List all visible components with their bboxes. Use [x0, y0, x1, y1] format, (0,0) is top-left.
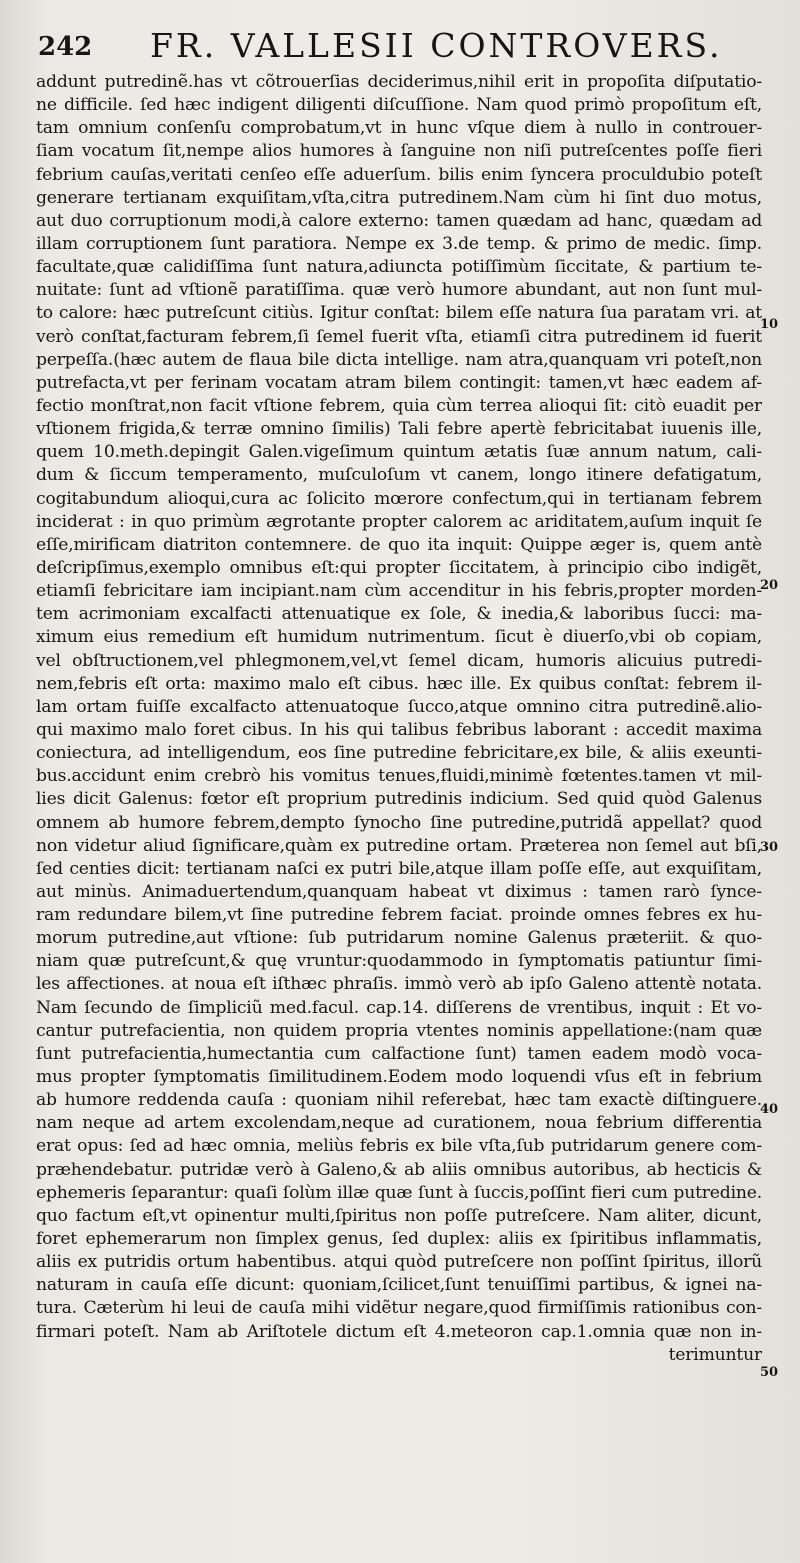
text-line: ſunt putrefacientia,humectantia cum calfactione ſunt) tamen eadem modò voca-: [36, 1043, 762, 1064]
text-line: nam neque ad artem excolendam,neque ad curationem, noua febrium differentia: [36, 1113, 762, 1134]
running-title: FR. VALLESII CONTROVERS.: [150, 26, 723, 65]
text-line: ephemeris ſeparantur: quaſi ſolùm illæ quæ ſunt à ſuccis,poſſint fieri cum putredine.: [36, 1182, 762, 1203]
text-line: ram redundare bilem,vt ſine putredine febrem faciat. proinde omnes febres ex hu-: [36, 905, 762, 926]
text-line: foret ephemerarum non ſimplex genus, ſed duplex: aliis ex ſpiritibus inflammatis,: [36, 1229, 762, 1250]
text-line: ab humore reddenda cauſa : quoniam nihil referebat, hæc tam exactè diſtinguere.: [36, 1090, 762, 1111]
line-marker: 50: [760, 1365, 779, 1380]
text-line: etiamſi febricitare iam incipiant.nam cùm accenditur in his febris,propter morden-: [36, 581, 762, 602]
text-line: deſcripſimus,exemplo omnibus eſt:qui propter ſiccitatem, à principio cibo indigẽt,: [36, 557, 762, 578]
text-line: lies dicit Galenus: fœtor eſt proprium putredinis indicium. Sed quid quòd Galenus: [36, 789, 762, 810]
text-line: addunt putredinẽ.has vt cõtrouerſias deciderimus,nihil erit in propoſita diſputatio-: [36, 72, 762, 92]
page-number: 242: [38, 32, 93, 62]
text-line: dum & ſiccum temperamento, muſculoſum vt canem, longo itinere defatigatum,: [36, 465, 762, 486]
text-line: naturam in cauſa eſſe dicunt: quoniam,ſcilicet,ſunt tenuiſſimi partibus, & ignei na-: [36, 1275, 762, 1296]
text-line: perpeſſa.(hæc autem de flaua bile dicta intellige. nam atra,quanquam vri poteſt,non: [36, 349, 762, 370]
text-line: ſiam vocatum ſit,nempe alios humores à ſanguine non niſi putreſcentes poſſe fieri: [36, 141, 762, 162]
text-line: morum putredine,aut vſtione: ſub putridarum nomine Galenus præteriit. & quo-: [36, 928, 762, 949]
text-line: non videtur aliud ſignificare,quàm ex putredine ortam. Præterea non ſemel aut bſi,: [36, 835, 762, 856]
text-line: cantur putrefacientia, non quidem propria vtentes nominis appellatione:(nam quæ: [36, 1020, 762, 1041]
text-line: ſed centies dicit: tertianam naſci ex putri bile,atque illam poſſe eſſe, aut exquiſitam,: [36, 858, 762, 879]
text-line: vſtionem frigida,& terræ omnino ſimilis) Tali febre apertè febricitabat iuuenis ille,: [36, 419, 762, 440]
line-marker: 10: [760, 317, 779, 332]
text-line: to calore: hæc putreſcunt citiùs. Igitur conſtat: bilem eſſe natura ſua paratam vri. at: [36, 303, 762, 324]
text-line: aut duo corruptionum modi,à calore externo: tamen quædam ad hanc, quædam ad: [36, 210, 762, 231]
text-line: omnem ab humore febrem,dempto ſynocho ſine putredine,putridã appellat? quod: [36, 812, 762, 833]
text-line: verò conſtat,facturam febrem,ſi ſemel fuerit vſta, etiamſi citra putredinem id fuerit: [36, 326, 762, 347]
text-line: ne difficile. ſed hæc indigent diligenti diſcuſſione. Nam quod primò propoſitum eſt,: [36, 95, 762, 116]
text-line: lam ortam fuiſſe excalfacto attenuatoque ſucco,atque omnino citra putredinẽ.alio-: [36, 696, 762, 717]
line-marker: 30: [760, 840, 779, 855]
text-line: nuitate: ſunt ad vſtionẽ paratiſſima. quæ verò humore abundant, aut non ſunt mul-: [36, 280, 762, 301]
text-line: vel obſtructionem,vel phlegmonem,vel,vt ſemel dicam, humoris alicuius putredi-: [36, 650, 762, 671]
text-line: generare tertianam exquiſitam,vſta,citra putredinem.Nam cùm hi ſint duo motus,: [36, 187, 762, 208]
text-line: firmari poteſt. Nam ab Ariſtotele dictum eſt 4.meteoron cap.1.omnia quæ non in-: [36, 1321, 762, 1342]
text-line: Nam ſecundo de ſimpliciũ med.facul. cap.14. diſſerens de vrentibus, inquit : Et vo-: [36, 997, 762, 1018]
text-line: fectio monſtrat,non facit vſtione febrem, quia cùm terrea alioqui ſit: citò euadit per: [36, 395, 762, 416]
page-header: [38, 26, 778, 70]
text-line: erat opus: ſed ad hæc omnia, meliùs febris ex bile vſta,ſub putridarum genere com-: [36, 1136, 762, 1157]
text-line: mus propter ſymptomatis ſimilitudinem.Eodem modo loquendi vſus eſt in febrium: [36, 1067, 762, 1088]
text-line: facultate,quæ calidiſſima ſunt natura,adiuncta potiſſimùm ſiccitate, & partium te-: [36, 257, 762, 278]
line-marker: 40: [760, 1102, 779, 1117]
text-line: les affectiones. at noua eſt iſthæc phraſis. immò verò ab ipſo Galeno attentè notata.: [36, 974, 762, 995]
text-line: coniectura, ad intelligendum, eos ſine putredine febricitare,ex bile, & aliis exeunti-: [36, 743, 762, 764]
text-line: præhendebatur. putridæ verò à Galeno,& ab aliis omnibus autoribus, ab hecticis &: [36, 1159, 762, 1180]
line-marker: 20: [760, 578, 779, 593]
text-line: eſſe,mirificam diatriton contemnere. de quo ita inquit: Quippe æger is, quem antè: [36, 534, 762, 555]
text-line: ximum eius remedium eſt humidum nutrimentum. ſicut è diuerſo,vbi ob copiam,: [36, 627, 762, 648]
text-line: aut minùs. Animaduertendum,quanquam habeat vt diximus : tamen rarò ſynce-: [36, 881, 762, 902]
text-line: tem acrimoniam excalfacti attenuatique ex ſole, & inedia,& laboribus ſucci: ma-: [36, 604, 762, 625]
text-line: quem 10.meth.depingit Galen.vigeſimum quintum ætatis ſuæ annum natum, cali-: [36, 442, 762, 463]
text-line: terimuntur: [668, 1344, 762, 1365]
text-line: bus.accidunt enim crebrò his vomitus tenues,fluidi,minimè fœtentes.tamen vt mil-: [36, 766, 762, 787]
text-line: inciderat : in quo primùm ægrotante propter calorem ac ariditatem,auſum inquit ſe: [36, 511, 762, 532]
text-line: nem,febris eſt orta: maximo malo eſt cibus. hæc ille. Ex quibus conſtat: febrem il-: [36, 673, 762, 694]
text-line: tura. Cæterùm hi leui de cauſa mihi vidẽtur negare,quod firmiſſimis rationibus con-: [36, 1298, 762, 1319]
text-line: aliis ex putridis ortum habentibus. atqui quòd putreſcere non poſſint ſpiritus, illorũ: [36, 1252, 762, 1273]
text-line: quo factum eſt,vt opinentur multi,ſpiritus non poſſe putreſcere. Nam aliter, dicunt,: [36, 1205, 762, 1226]
text-line: putrefacta,vt per ferinam vocatam atram bilem contingit: tamen,vt hæc eadem af-: [36, 372, 762, 393]
body-text: [36, 71, 762, 1367]
text-line: qui maximo malo foret cibus. In his qui talibus febribus laborant : accedit maxima: [36, 719, 762, 740]
text-line: niam quæ putreſcunt,& quę vruntur:quodammodo in ſymptomatis patiuntur ſimi-: [36, 951, 762, 972]
text-line: cogitabundum alioqui,cura ac ſolicito mœrore confectum,qui in tertianam febrem: [36, 488, 762, 509]
text-line: tam omnium conſenſu comprobatum,vt in hunc vſque diem à nullo in controuer-: [36, 118, 762, 139]
text-line: febrium cauſas,veritati cenſeo eſſe aduerſum. bilis enim ſyncera proculdubio poteſt: [36, 164, 762, 185]
text-line: illam corruptionem ſunt paratiora. Nempe ex 3.de temp. & primo de medic. ſimp.: [36, 233, 762, 254]
